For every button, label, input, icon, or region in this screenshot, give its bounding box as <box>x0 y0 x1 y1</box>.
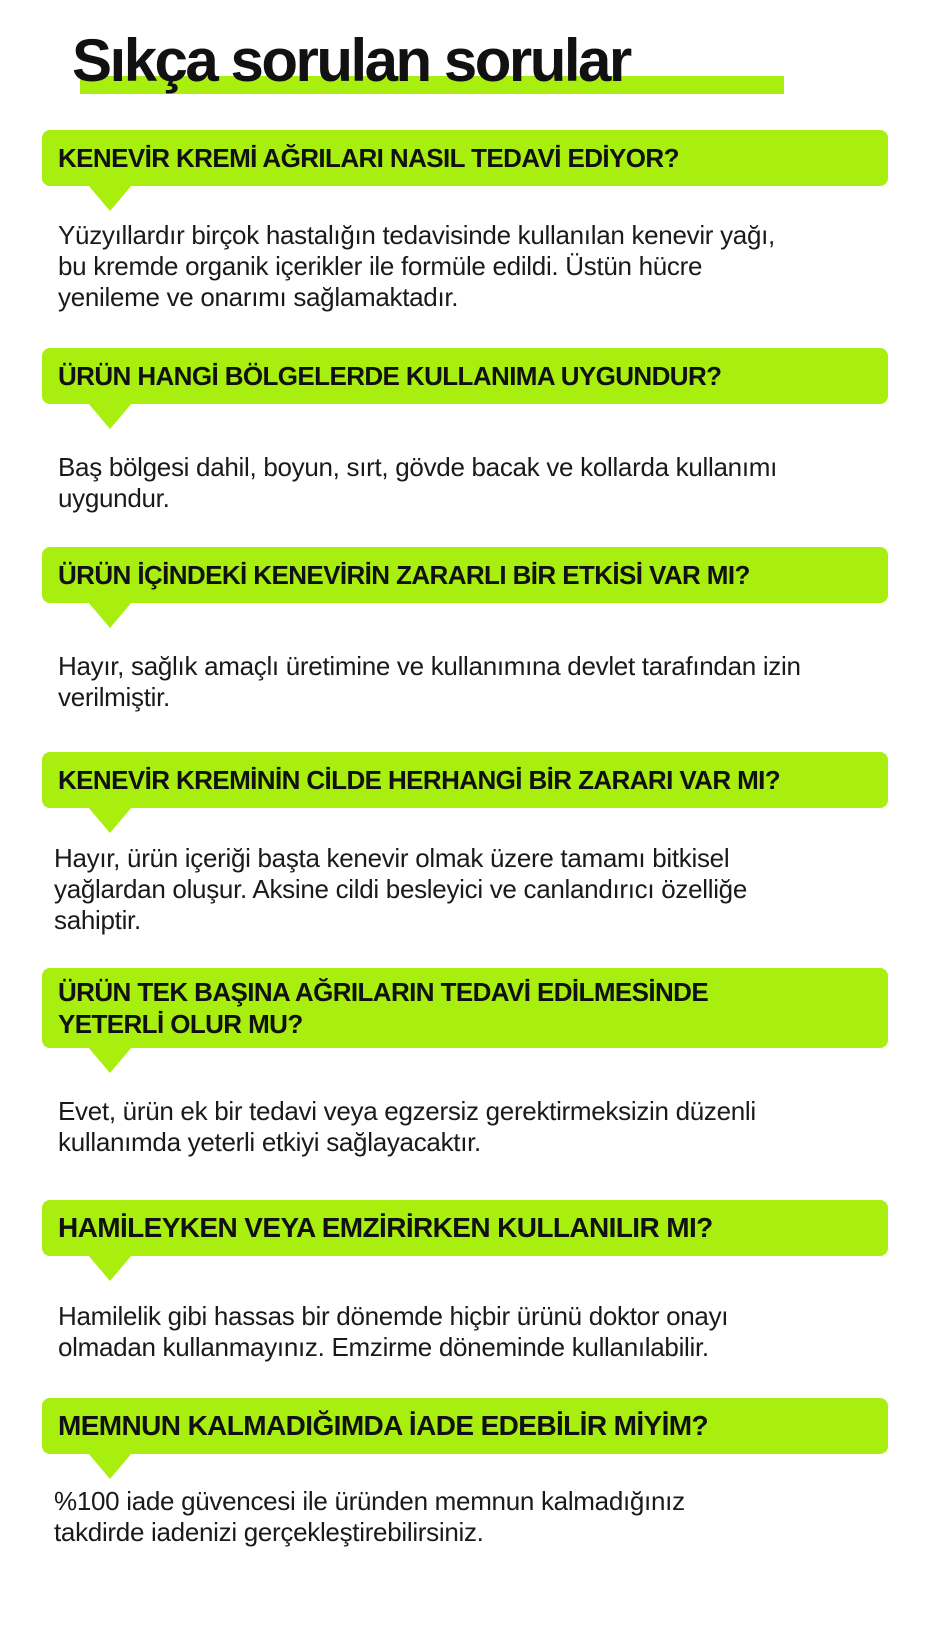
faq-question: ÜRÜN İÇİNDEKİ KENEVİRİN ZARARLI BİR ETKİSİ VAR MI? <box>58 560 750 590</box>
faq-question: HAMİLEYKEN VEYA EMZİRİRKEN KULLANILIR MI? <box>58 1212 713 1243</box>
faq-answer: Baş bölgesi dahil, boyun, sırt, gövde bacak ve kollarda kullanımı uygundur. <box>58 452 778 513</box>
speech-pointer <box>88 1047 132 1073</box>
faq-question-box[interactable] <box>42 1398 888 1454</box>
faq-answer: Hayır, sağlık amaçlı üretimine ve kullanımına devlet tarafından izin verilmiştir. <box>58 651 801 712</box>
speech-pointer <box>88 807 132 833</box>
speech-pointer <box>88 602 132 628</box>
page-title-block <box>72 26 792 100</box>
faq-question-box[interactable] <box>42 752 888 808</box>
faq-answer: %100 iade güvencesi ile üründen memnun kalmadığınız takdirde iadenizi gerçekleştirebilirsiniz. <box>54 1486 685 1547</box>
faq-answer: Evet, ürün ek bir tedavi veya egzersiz gerektirmeksizin düzenli kullanımda yeterli etkiyi sağlayacaktır. <box>58 1096 756 1157</box>
speech-pointer <box>88 1453 132 1479</box>
faq-answer: Yüzyıllardır birçok hastalığın tedavisinde kullanılan kenevir yağı, bu kremde organik içerikler ile formüle edildi. Üstün hücre yenileme ve onarımı sağlamaktadır. <box>58 220 775 312</box>
faq-question-box[interactable] <box>42 130 888 186</box>
faq-answer: Hamilelik gibi hassas bir dönemde hiçbir ürünü doktor onayı olmadan kullanmayınız. Emzirme döneminde kullanılabilir. <box>58 1301 729 1362</box>
faq-question: ÜRÜN TEK BAŞINA AĞRILARIN TEDAVİ EDİLMESİNDE YETERLİ OLUR MU? <box>58 977 709 1039</box>
speech-pointer <box>88 403 132 429</box>
faq-question-box[interactable] <box>42 547 888 603</box>
faq-question-box[interactable] <box>42 348 888 404</box>
speech-pointer <box>88 185 132 211</box>
faq-answer: Hayır, ürün içeriği başta kenevir olmak üzere tamamı bitkisel yağlardan oluşur. Aksine cildi besleyici ve canlandırıcı özelliğe sahiptir. <box>54 843 747 935</box>
faq-question: ÜRÜN HANGİ BÖLGELERDE KULLANIMA UYGUNDUR? <box>58 361 722 391</box>
faq-question: MEMNUN KALMADIĞIMDA İADE EDEBİLİR MİYİM? <box>58 1410 709 1441</box>
faq-question: KENEVİR KREMİ AĞRILARI NASIL TEDAVİ EDİYOR? <box>58 143 679 173</box>
page-title: Sıkça sorulan sorular <box>72 27 630 94</box>
faq-question-box[interactable] <box>42 1200 888 1256</box>
faq-question: KENEVİR KREMİNİN CİLDE HERHANGİ BİR ZARARI VAR MI? <box>58 765 781 795</box>
speech-pointer <box>88 1255 132 1281</box>
faq-question-box[interactable] <box>42 968 888 1048</box>
